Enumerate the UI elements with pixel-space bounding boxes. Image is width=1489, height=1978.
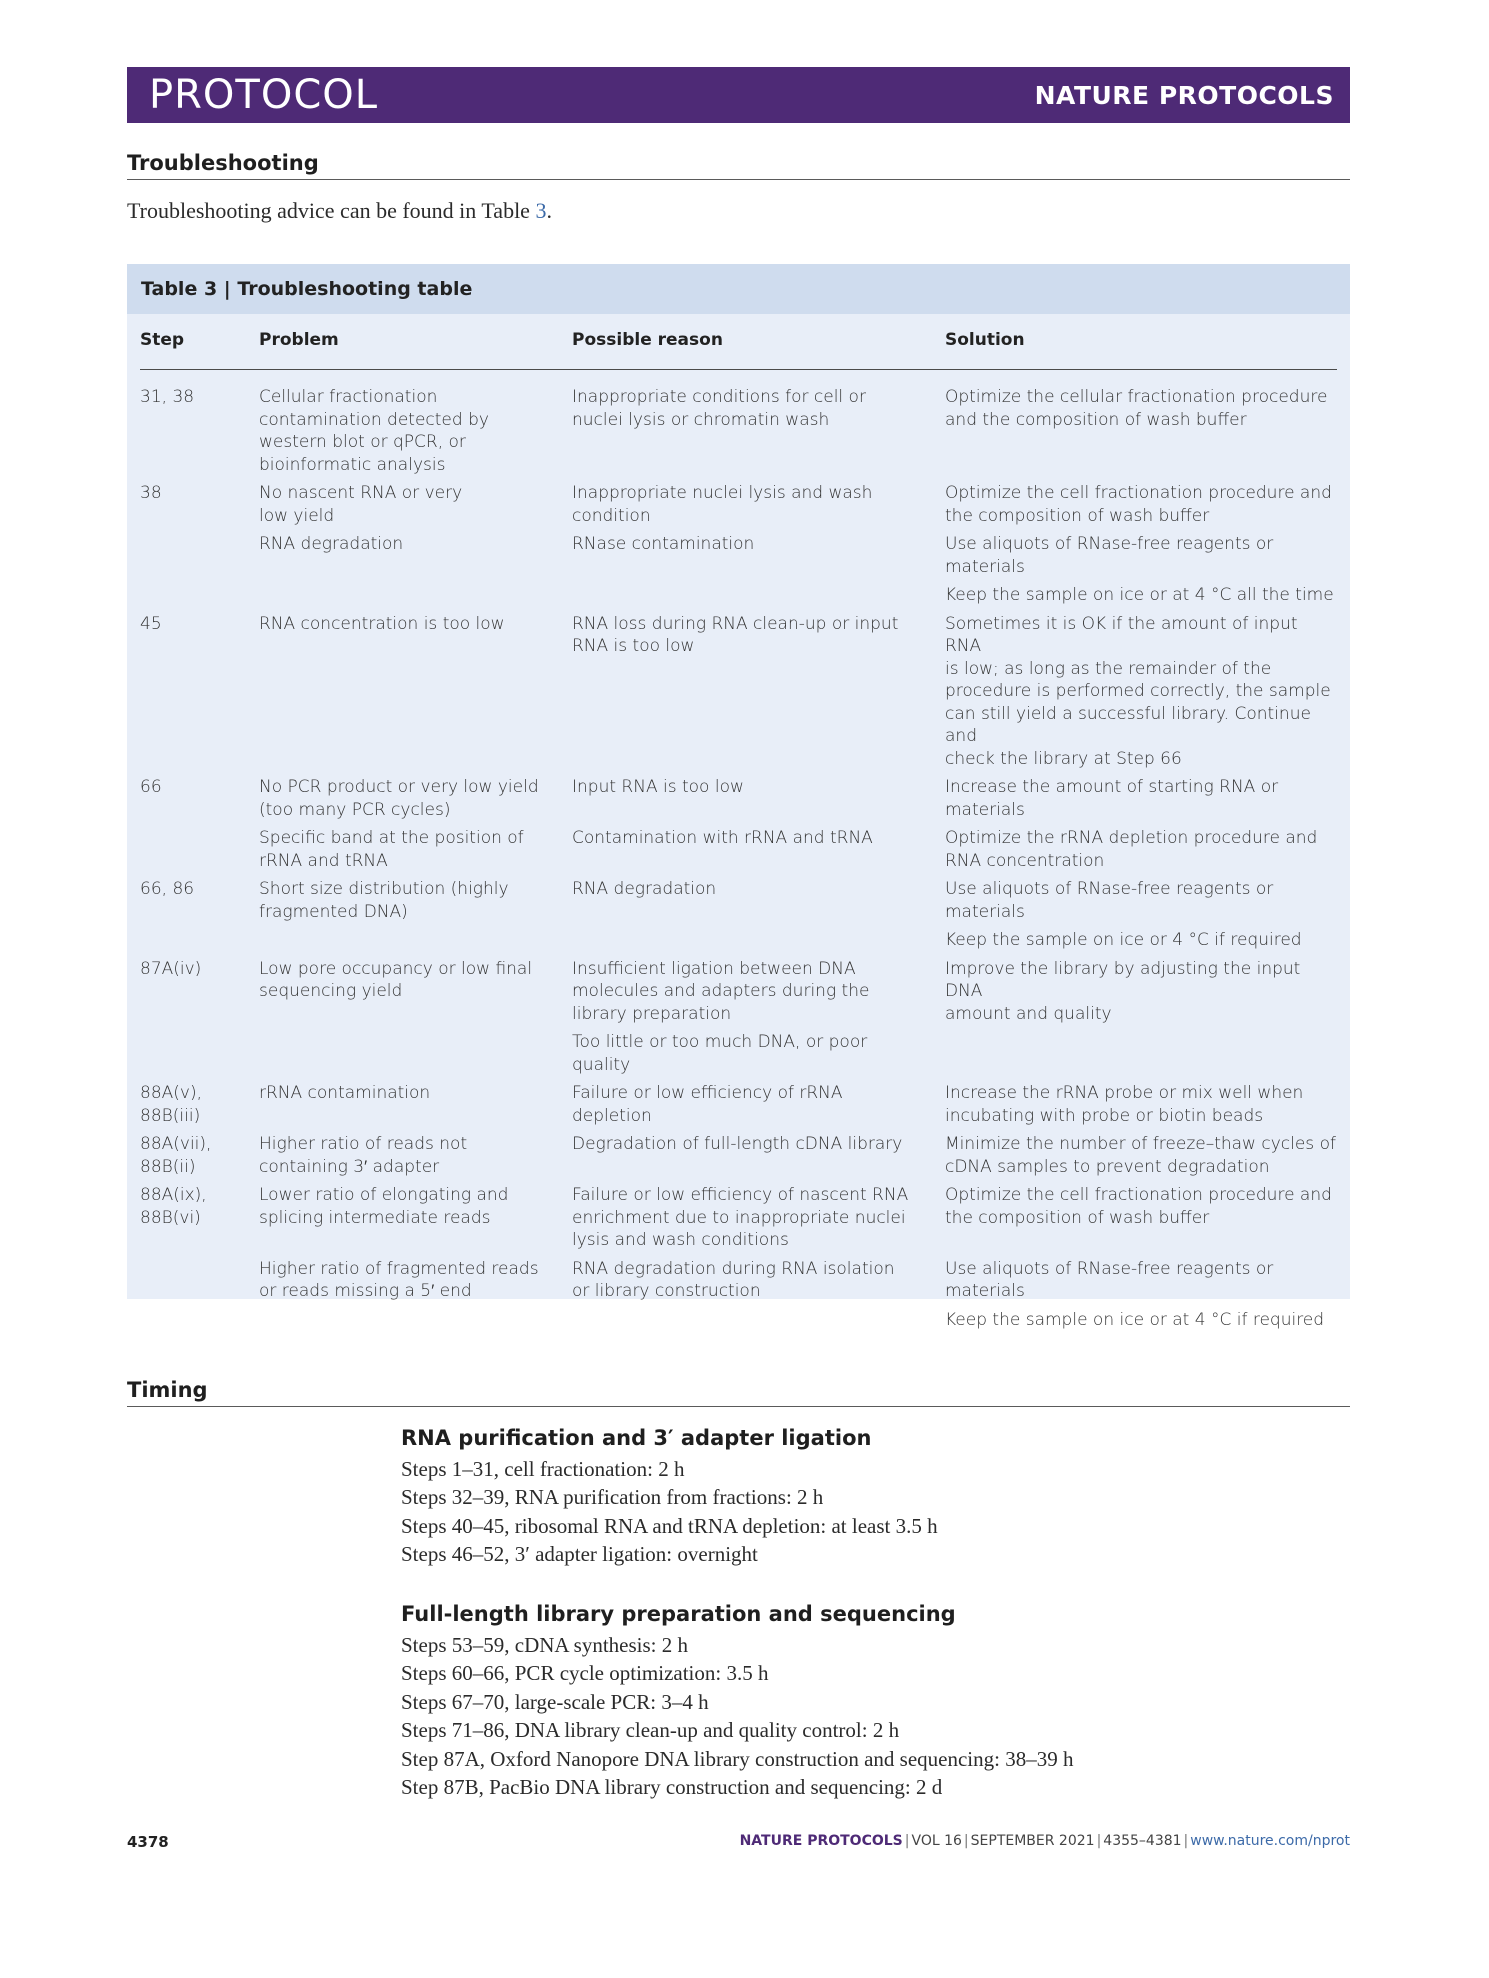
footer-url-link[interactable]: www.nature.com/nprot (1190, 1833, 1350, 1849)
cell-step (140, 533, 259, 578)
header-problem: Problem (259, 330, 339, 350)
cell-problem: RNA degradation (259, 534, 404, 554)
cell-problem: Lower ratio of elongating and splicing intermediate reads (259, 1185, 509, 1228)
cell-problem (259, 584, 572, 607)
timing-line: Steps 53–59, cDNA synthesis: 2 h (401, 1632, 689, 1657)
cell-problem (259, 1309, 572, 1332)
table-row (140, 1031, 1337, 1076)
cell-problem (259, 1031, 572, 1076)
cell-solution: Sometimes it is OK if the amount of input RNA is low; as long as the remainder of the procedure is performed correctly, the sample can still yield a successful library. Continue and check the library at Step 66 (945, 613, 1331, 769)
cell-problem: Higher ratio of fragmented reads or reads missing a 5′ end (259, 1258, 539, 1301)
cell-step: 88A(vii), 88B(ii) (140, 1134, 212, 1177)
cell-step (140, 1309, 259, 1332)
footer-separator: | (904, 1833, 910, 1849)
cell-step: 88A(v), 88B(iii) (140, 1083, 202, 1126)
table-row (140, 1082, 1337, 1127)
journal-name-label: NATURE PROTOCOLS (1034, 80, 1334, 110)
cell-reason (572, 1309, 945, 1332)
table-row (140, 827, 1337, 872)
cell-step: 38 (140, 483, 162, 503)
table-row (140, 1258, 1337, 1303)
cell-step (140, 827, 259, 872)
table-row (140, 1133, 1337, 1178)
footer-volume: VOL 16 (911, 1833, 962, 1849)
timing-group-heading: Full-length library preparation and sequencing (401, 1602, 956, 1626)
cell-step (140, 1031, 259, 1076)
cell-step: 87A(iv) (140, 958, 202, 979)
timing-line: Step 87A, Oxford Nanopore DNA library construction and sequencing: 38–39 h (401, 1746, 1074, 1771)
cell-step: 45 (140, 613, 162, 634)
article-type-label: PROTOCOL (149, 72, 379, 118)
cell-reason: Failure or low efficiency of rRNA depletion (572, 1083, 843, 1126)
cell-reason: Insufficient ligation between DNA molecules and adapters during the library preparation (572, 958, 870, 1024)
cell-solution: Keep the sample on ice or at 4 °C all the time (945, 585, 1334, 605)
timing-line: Steps 40–45, ribosomal RNA and tRNA depletion: at least 3.5 h (401, 1513, 938, 1538)
page-number: 4378 (127, 1833, 169, 1851)
footer-pages: 4355–4381 (1103, 1833, 1182, 1849)
cell-problem: RNA concentration is too low (259, 613, 505, 634)
intro-end: . (546, 198, 552, 223)
cell-step: 31, 38 (140, 387, 195, 407)
cell-problem: No PCR product or very low yield (too many PCR cycles) (259, 777, 539, 820)
timing-group (401, 1600, 1073, 1802)
cell-solution: Use aliquots of RNase-free reagents or materials (945, 534, 1274, 577)
cell-problem: Cellular fractionation contamination detected by western blot or qPCR, or bioinformatic analysis (259, 387, 489, 475)
timing-line: Steps 46–52, 3′ adapter ligation: overnight (401, 1542, 758, 1566)
timing-group-heading: RNA purification and 3′ adapter ligation (401, 1426, 872, 1450)
timing-group (401, 1424, 938, 1569)
cell-reason: Contamination with rRNA and tRNA (572, 828, 873, 848)
table-row (140, 958, 1337, 1026)
cell-problem: Higher ratio of reads not containing 3′ adapter (259, 1134, 468, 1177)
cell-reason: Input RNA is too low (572, 777, 744, 797)
footer-date: SEPTEMBER 2021 (970, 1833, 1095, 1849)
cell-step (140, 929, 259, 952)
timing-line: Step 87B, PacBio DNA library construction and sequencing: 2 d (401, 1775, 943, 1799)
timing-heading: Timing (127, 1378, 1350, 1407)
cell-reason: Degradation of full-length cDNA library (572, 1134, 903, 1154)
table-row (140, 482, 1337, 527)
cell-reason: Inappropriate nuclei lysis and wash condition (572, 483, 873, 526)
timing-line: Steps 60–66, PCR cycle optimization: 3.5 h (401, 1661, 769, 1685)
cell-reason (572, 929, 945, 952)
cell-solution (945, 1031, 1337, 1076)
timing-line: Steps 1–31, cell fractionation: 2 h (401, 1456, 685, 1481)
table-row (140, 584, 1337, 607)
cell-solution: Keep the sample on ice or at 4 °C if required (945, 1309, 1325, 1330)
cell-reason: RNA loss during RNA clean-up or input RNA is too low (572, 613, 899, 656)
table-caption: Table 3 | Troubleshooting table (127, 264, 1350, 314)
cell-reason: Failure or low efficiency of nascent RNA enrichment due to inappropriate nuclei lysis and wash conditions (572, 1185, 909, 1250)
cell-step: 66, 86 (140, 879, 195, 899)
cell-problem (259, 929, 572, 952)
cell-step: 66 (140, 777, 162, 797)
timing-line: Steps 71–86, DNA library clean-up and quality control: 2 h (401, 1718, 900, 1742)
header-step: Step (140, 330, 185, 350)
cell-step: 88A(ix), 88B(vi) (140, 1185, 207, 1228)
cell-solution: Keep the sample on ice or 4 °C if required (945, 930, 1302, 950)
cell-step (140, 1258, 259, 1303)
cell-reason: RNA degradation during RNA isolation or library construction (572, 1258, 895, 1301)
cell-solution: Improve the library by adjusting the input DNA amount and quality (945, 958, 1301, 1024)
table-row (140, 1309, 1337, 1332)
cell-solution: Use aliquots of RNase-free reagents or materials (945, 879, 1274, 922)
cell-problem: Specific band at the position of rRNA and tRNA (259, 828, 524, 871)
cell-solution: Optimize the cell fractionation procedure and the composition of wash buffer (945, 1185, 1332, 1228)
footer-citation (740, 1833, 1350, 1849)
table-row (140, 929, 1337, 952)
table-body (140, 370, 1337, 1331)
cell-solution: Optimize the cellular fractionation procedure and the composition of wash buffer (945, 387, 1328, 430)
table-row (140, 776, 1337, 821)
troubleshooting-intro (127, 198, 552, 224)
cell-reason: Inappropriate conditions for cell or nuclei lysis or chromatin wash (572, 387, 866, 430)
table-row (140, 878, 1337, 923)
cell-problem: rRNA contamination (259, 1083, 431, 1103)
cell-solution: Increase the rRNA probe or mix well when incubating with probe or biotin beads (945, 1083, 1304, 1126)
table-row (140, 613, 1337, 771)
cell-solution: Minimize the number of freeze–thaw cycles of cDNA samples to prevent degradation (945, 1134, 1336, 1177)
journal-header-bar (127, 67, 1350, 123)
footer-journal: NATURE PROTOCOLS (739, 1833, 903, 1849)
footer-separator: | (963, 1833, 969, 1849)
cell-reason: RNA degradation (572, 879, 717, 899)
troubleshooting-heading: Troubleshooting (127, 151, 1350, 180)
troubleshooting-table (127, 264, 1350, 1330)
cell-reason (572, 584, 945, 607)
cell-solution: Increase the amount of starting RNA or materials (945, 777, 1279, 820)
cell-problem: No nascent RNA or very low yield (259, 483, 463, 526)
table-row (140, 1184, 1337, 1252)
timing-line: Steps 32–39, RNA purification from fractions: 2 h (401, 1485, 824, 1509)
header-solution: Solution (945, 330, 1025, 350)
timing-line: Steps 67–70, large-scale PCR: 3–4 h (401, 1689, 709, 1714)
cell-problem: Short size distribution (highly fragmented DNA) (259, 879, 509, 922)
cell-step (140, 584, 259, 607)
cell-solution: Optimize the cell fractionation procedure and the composition of wash buffer (945, 483, 1332, 526)
table-row (140, 533, 1337, 578)
footer-separator: | (1096, 1833, 1102, 1849)
cell-reason: Too little or too much DNA, or poor quality (572, 1032, 868, 1075)
cell-reason: RNase contamination (572, 534, 755, 554)
footer-separator: | (1183, 1833, 1189, 1849)
table-row (140, 386, 1337, 476)
cell-problem: Low pore occupancy or low final sequencing yield (259, 958, 533, 1001)
header-reason: Possible reason (572, 330, 723, 350)
table-reference-link[interactable]: 3 (535, 198, 547, 223)
cell-solution: Use aliquots of RNase-free reagents or materials (945, 1258, 1274, 1301)
table-header-row (140, 314, 1337, 370)
cell-solution: Optimize the rRNA depletion procedure and RNA concentration (945, 828, 1318, 871)
intro-text: Troubleshooting advice can be found in Table (127, 198, 536, 223)
